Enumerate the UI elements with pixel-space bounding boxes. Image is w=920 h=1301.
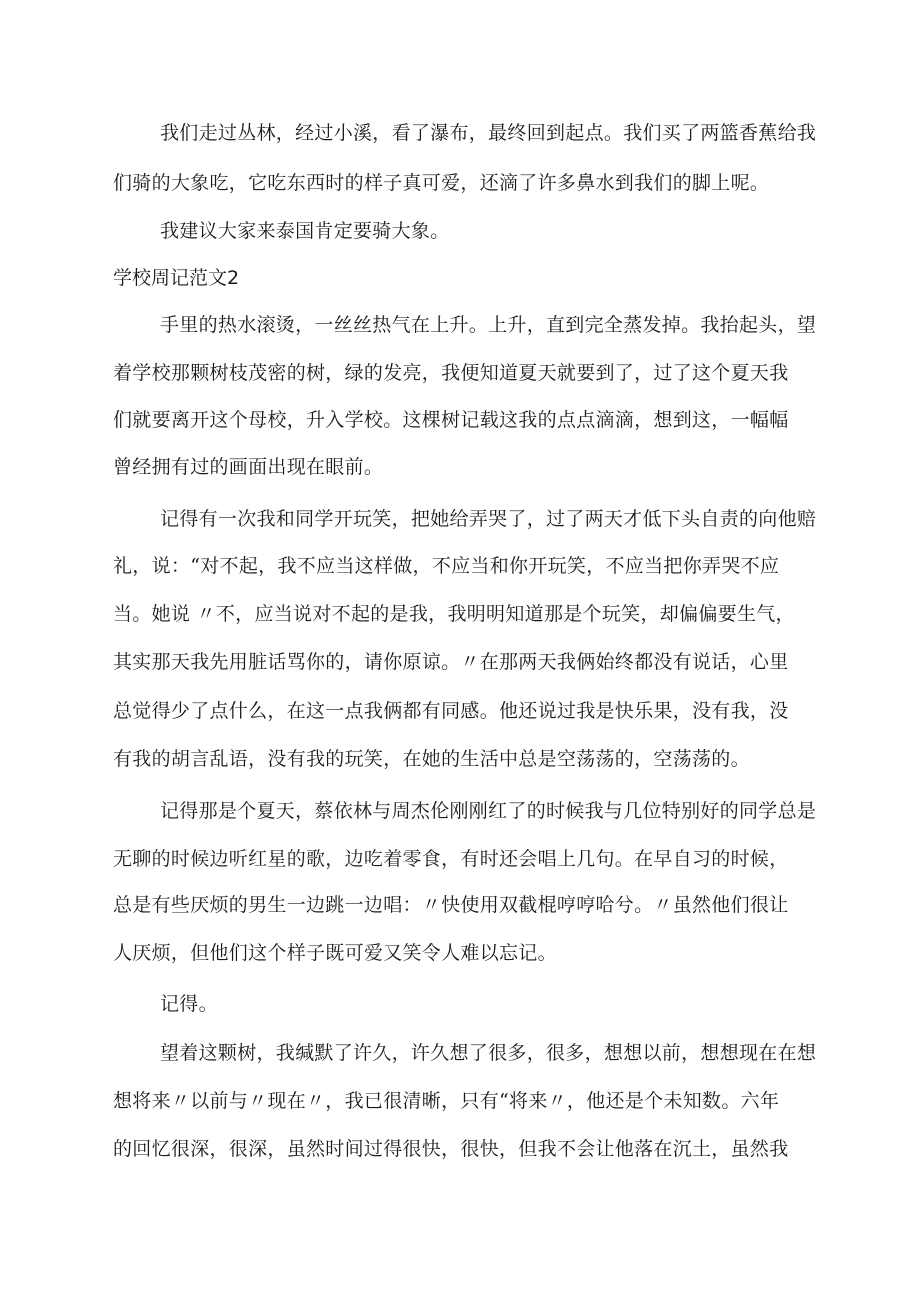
paragraph-line: 们就要离开这个母校，升入学校。这棵树记载这我的点点滴滴，想到这，一幅幅 — [113, 409, 789, 431]
paragraph-line: 当。她说 〃不，应当说对不起的是我，我明明知道那是个玩笑，却偏偏要生气， — [113, 603, 795, 625]
paragraph-line: 我们走过丛林，经过小溪，看了瀑布，最终回到起点。我们买了两篮香蕉给我 — [160, 122, 817, 144]
paragraph-line: 着学校那颗树枝茂密的树，绿的发亮，我便知道夏天就要到了，过了这个夏天我 — [113, 362, 789, 384]
paragraph-line: 想将来〃以前与〃现在〃，我已很清晰，只有“将来〃，他还是个未知数。六年 — [113, 1090, 780, 1112]
paragraph-line: 其实那天我先用脏话骂你的，请你原谅。〃在那两天我俩始终都没有说话，心里 — [113, 651, 789, 673]
paragraph-line: 记得有一次我和同学开玩笑，把她给弄哭了，过了两天才低下头自责的向他赔 — [160, 508, 817, 530]
paragraph-line: 无聊的时候边听红星的歌，边吃着零食，有时还会唱上几句。在早自习的时候， — [113, 848, 789, 870]
paragraph-line: 望着这颗树，我缄默了许久，许久想了很多，很多，想想以前，想想现在在想 — [160, 1042, 817, 1064]
paragraph-line: 总是有些厌烦的男生一边跳一边唱：〃快使用双截棍哼哼哈兮。〃虽然他们很让 — [113, 894, 789, 916]
paragraph-line: 的回忆很深，很深，虽然时间过得很快，很快，但我不会让他落在沉土，虽然我 — [113, 1138, 789, 1160]
paragraph-line: 有我的胡言乱语，没有我的玩笑，在她的生活中总是空荡荡的，空荡荡的。 — [113, 748, 750, 770]
paragraph-line: 我建议大家来泰国肯定要骑大象。 — [160, 220, 450, 242]
paragraph-line: 人厌烦，但他们这个样子既可爱又笑令人难以忘记。 — [113, 942, 557, 964]
paragraph-line: 总觉得少了点什么，在这一点我俩都有同感。他还说过我是快乐果，没有我，没 — [113, 700, 789, 722]
paragraph-line: 记得那是个夏天，蔡依林与周杰伦刚刚红了的时候我与几位特别好的同学总是 — [160, 800, 817, 822]
paragraph-line: 们骑的大象吃，它吃东西时的样子真可爱，还滴了许多鼻水到我们的脚上呢。 — [113, 172, 770, 194]
section-heading: 学校周记范文2 — [113, 267, 240, 289]
paragraph-line: 曾经拥有过的画面出现在眼前。 — [113, 456, 384, 478]
paragraph-line: 礼，说：“对不起，我不应当这样做，不应当和你开玩笑，不应当把你弄哭不应 — [113, 555, 780, 577]
paragraph-line: 手里的热水滚烫，一丝丝热气在上升。上升，直到完全蒸发掉。我抬起头，望 — [160, 314, 817, 336]
paragraph-line: 记得。 — [160, 993, 218, 1015]
